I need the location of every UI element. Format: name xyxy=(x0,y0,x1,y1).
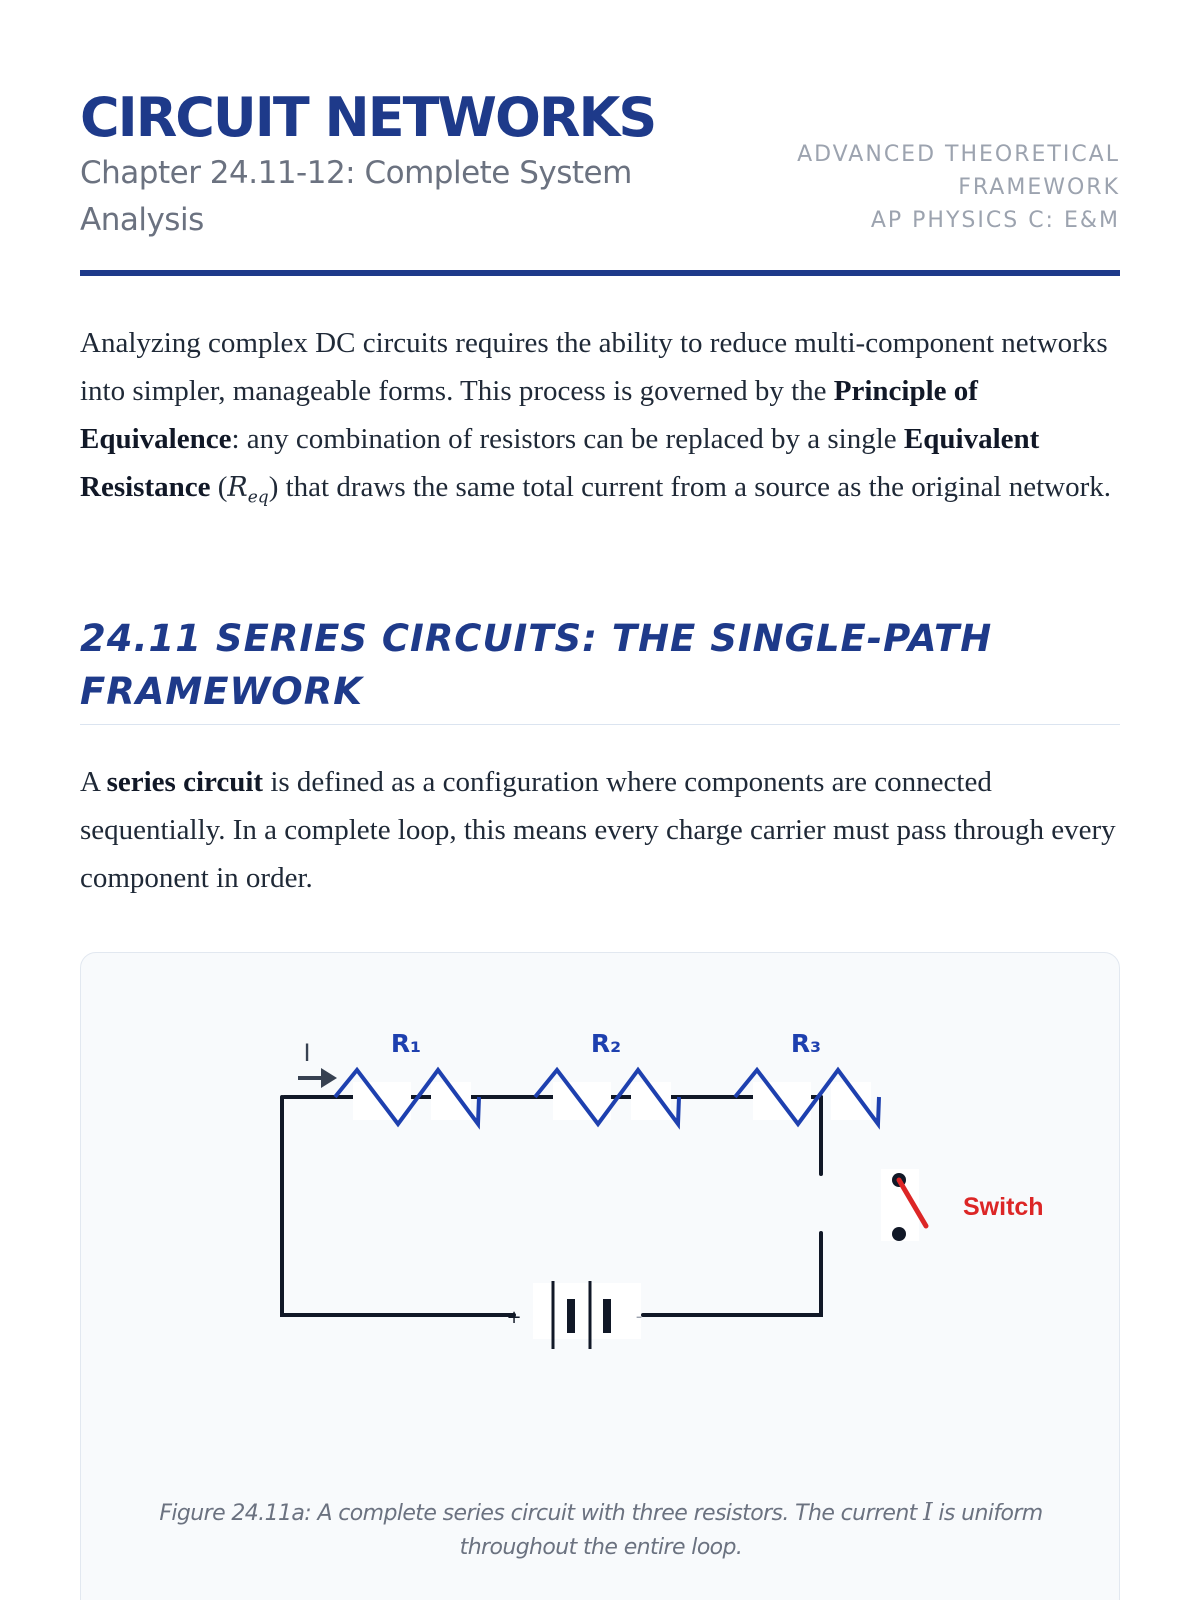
series-text: A xyxy=(80,766,107,798)
caption-current-symbol: I xyxy=(923,1498,932,1526)
intro-paragraph xyxy=(80,319,1120,521)
resistor-label-r2: R₂ xyxy=(590,1029,622,1058)
meta-line: ADVANCED THEORETICAL xyxy=(797,142,1120,167)
caption-text: is uniform throughout the entire loop. xyxy=(459,1501,1043,1560)
header-meta xyxy=(760,138,1120,237)
resistor-r1 xyxy=(335,1070,479,1124)
switch xyxy=(881,1169,926,1241)
resistor-label-r1: R₁ xyxy=(390,1029,422,1058)
figure-caption xyxy=(121,1495,1081,1565)
caption-text: Figure 24.11a: A complete series circuit with three resistors. The current xyxy=(159,1501,924,1526)
page-title: CIRCUIT NETWORKS xyxy=(80,86,656,149)
page-subtitle: Chapter 24.11-12: Complete System Analysis xyxy=(80,155,632,238)
series-circuit-diagram xyxy=(81,953,1121,1493)
current-label: I xyxy=(303,1039,311,1067)
intro-text: Analyzing complex DC circuits requires the ability to reduce multi-component networks into simpler, manageable forms. This process is governed by the xyxy=(80,327,1108,407)
section-heading: 24.11 SERIES CIRCUITS: THE SINGLE-PATH FRAMEWORK xyxy=(80,612,1120,725)
req-symbol xyxy=(227,472,269,508)
req-symbol-r: R xyxy=(227,472,248,503)
figure-box xyxy=(80,952,1120,1600)
switch-label: Switch xyxy=(963,1193,1044,1221)
intro-text: ( xyxy=(210,471,228,503)
battery-minus-label: - xyxy=(635,1306,643,1327)
battery-plus-label: + xyxy=(506,1307,522,1328)
resistor-r3 xyxy=(735,1070,879,1124)
meta-line: AP PHYSICS C: E&M xyxy=(870,208,1120,233)
req-symbol-sub: eq xyxy=(247,487,269,508)
wire-right-lower xyxy=(643,1233,821,1315)
page-header xyxy=(80,80,1120,276)
current-arrow-icon xyxy=(298,1068,337,1088)
meta-line: FRAMEWORK xyxy=(958,175,1120,200)
resistor-r2 xyxy=(535,1070,679,1124)
battery-icon xyxy=(533,1281,641,1349)
resistor-label-r3: R₃ xyxy=(790,1029,822,1058)
wire-left xyxy=(282,1097,514,1315)
series-text: is defined as a configuration where components are connected sequentially. In a complete loop, this means every charge carrier must pass through every component in order. xyxy=(80,766,1116,894)
intro-text: : any combination of resistors can be replaced by a single xyxy=(231,423,904,455)
intro-text: ) that draws the same total current from a source as the original network. xyxy=(268,471,1112,503)
series-bold-term: series circuit xyxy=(106,766,264,798)
series-paragraph xyxy=(80,758,1120,902)
intro-bold-term: Equivalent Resistance xyxy=(80,423,1040,503)
intro-bold-term: Principle of Equivalence xyxy=(80,375,978,455)
